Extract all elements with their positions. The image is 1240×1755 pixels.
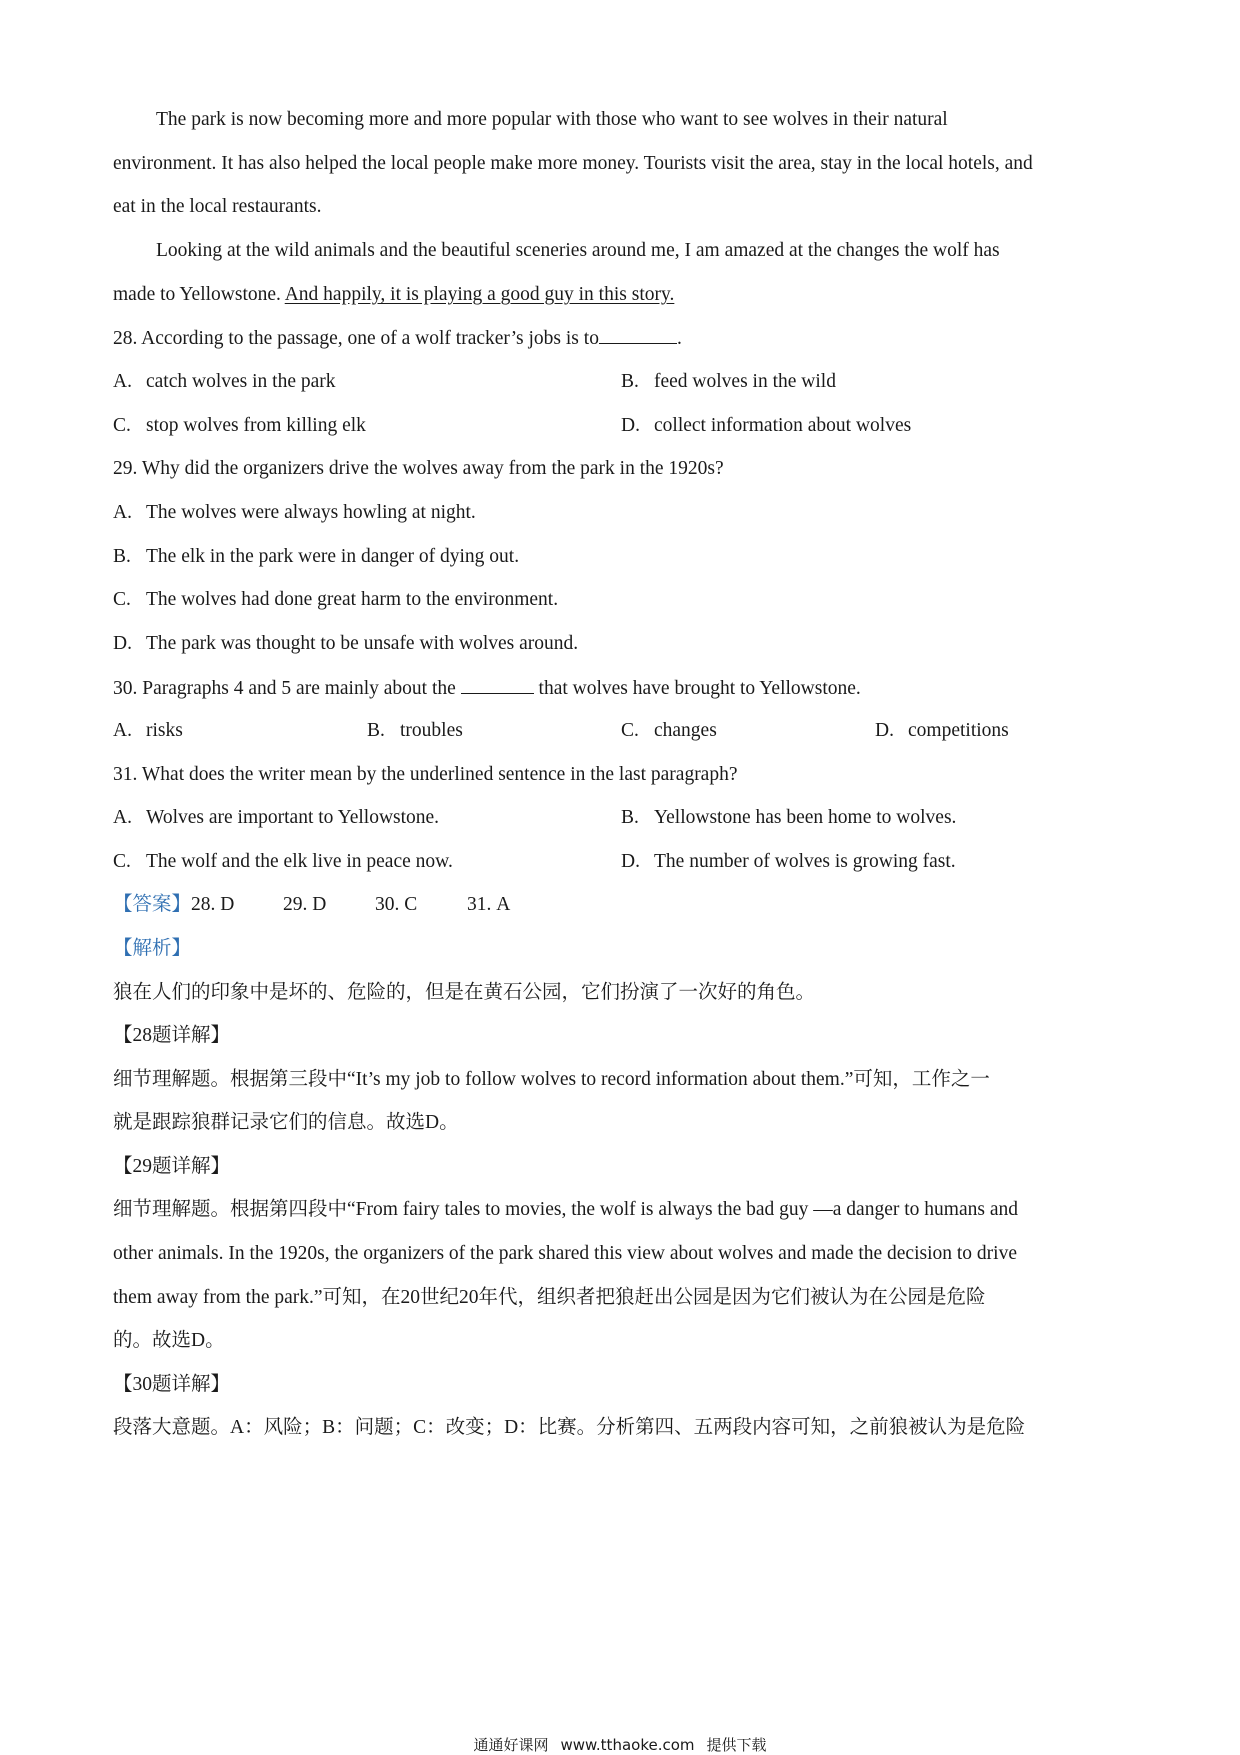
option-a: A. The wolves were always howling at night. bbox=[113, 502, 476, 523]
answer-item: 29. D bbox=[283, 894, 327, 915]
question-text: 30. Paragraphs 4 and 5 are mainly about the bbox=[113, 678, 456, 699]
analysis-line: 段落大意题。A：风险；B：问题；C：改变；D：比赛。分析第四、五两段内容可知，之前狼被认为是危险 bbox=[113, 1417, 1026, 1438]
footer-url[interactable]: www.tthaoke.com bbox=[560, 1736, 695, 1754]
analysis-summary: 狼在人们的印象中是坏的、危险的，但是在黄石公园，它们扮演了一次好的角色。 bbox=[113, 982, 816, 1003]
page-footer bbox=[0, 1734, 1240, 1755]
passage-line: eat in the local restaurants. bbox=[113, 196, 322, 217]
answer-tag: 【答案】 bbox=[113, 894, 192, 915]
question-text: that wolves have brought to Yellowstone. bbox=[533, 678, 861, 699]
option-c: C. stop wolves from killing elk bbox=[113, 415, 366, 436]
analysis-tag: 【解析】 bbox=[113, 938, 192, 959]
analysis-line: 的。故选D。 bbox=[113, 1330, 225, 1351]
analysis-line: 细节理解题。根据第三段中“It’s my job to follow wolves to record information about them.”可知，工作之一 bbox=[113, 1069, 990, 1090]
answer-blank bbox=[461, 675, 534, 694]
answer-line bbox=[113, 892, 1133, 918]
option-a: A. Wolves are important to Yellowstone. bbox=[113, 807, 440, 828]
analysis-line: them away from the park.”可知，在20世纪20年代，组织者把狼赶出公园是因为它们被认为在公园是危险 bbox=[113, 1287, 986, 1308]
question-31-stem: 31. What does the writer mean by the underlined sentence in the last paragraph? bbox=[113, 764, 738, 785]
underlined-sentence: And happily, it is playing a good guy in this story. bbox=[284, 284, 675, 305]
option-c: C. The wolves had done great harm to the environment. bbox=[113, 589, 559, 610]
answer-item: 30. C bbox=[375, 894, 418, 915]
option-c: C. changes bbox=[621, 720, 717, 741]
option-b: B. troubles bbox=[367, 720, 463, 741]
analysis-line: 就是跟踪狼群记录它们的信息。故选D。 bbox=[113, 1112, 459, 1133]
answer-item: 28. D bbox=[191, 894, 235, 915]
footer-note: 提供下载 bbox=[706, 1736, 767, 1754]
answer-blank bbox=[599, 325, 677, 344]
option-d: D. competitions bbox=[875, 720, 1009, 741]
q28-detail-heading: 【28题详解】 bbox=[113, 1025, 231, 1046]
analysis-line: other animals. In the 1920s, the organizers of the park shared this view about wolves and made the decision to drive bbox=[113, 1243, 1017, 1264]
q30-detail-heading: 【30题详解】 bbox=[113, 1374, 231, 1395]
option-c: C. The wolf and the elk live in peace now. bbox=[113, 851, 453, 872]
question-30-stem bbox=[113, 675, 1133, 702]
option-a: A. catch wolves in the park bbox=[113, 371, 336, 392]
option-b: B. feed wolves in the wild bbox=[621, 371, 836, 392]
question-text: 28. According to the passage, one of a wolf tracker’s jobs is to bbox=[113, 328, 599, 349]
passage-line: Looking at the wild animals and the beautiful sceneries around me, I am amazed at the changes the wolf has bbox=[156, 240, 1000, 261]
footer-site-name: 通通好课网 bbox=[473, 1736, 549, 1754]
question-29-stem: 29. Why did the organizers drive the wolves away from the park in the 1920s? bbox=[113, 458, 724, 479]
passage-line bbox=[113, 282, 1133, 308]
analysis-line: 细节理解题。根据第四段中“From fairy tales to movies, the wolf is always the bad guy —a danger to humans and bbox=[113, 1199, 1018, 1220]
option-d: D. The number of wolves is growing fast. bbox=[621, 851, 956, 872]
option-d: D. The park was thought to be unsafe with wolves around. bbox=[113, 633, 579, 654]
passage-text: made to Yellowstone. bbox=[113, 284, 285, 305]
option-a: A. risks bbox=[113, 720, 183, 741]
option-b: B. The elk in the park were in danger of dying out. bbox=[113, 546, 520, 567]
option-b: B. Yellowstone has been home to wolves. bbox=[621, 807, 957, 828]
q29-detail-heading: 【29题详解】 bbox=[113, 1156, 231, 1177]
question-text: . bbox=[676, 328, 682, 349]
passage-line: The park is now becoming more and more popular with those who want to see wolves in their natural bbox=[156, 109, 948, 130]
answer-item: 31. A bbox=[467, 894, 511, 915]
passage-line: environment. It has also helped the local people make more money. Tourists visit the area, stay in the local hotels, and bbox=[113, 153, 1033, 174]
question-28-stem bbox=[113, 325, 1133, 352]
option-d: D. collect information about wolves bbox=[621, 415, 912, 436]
